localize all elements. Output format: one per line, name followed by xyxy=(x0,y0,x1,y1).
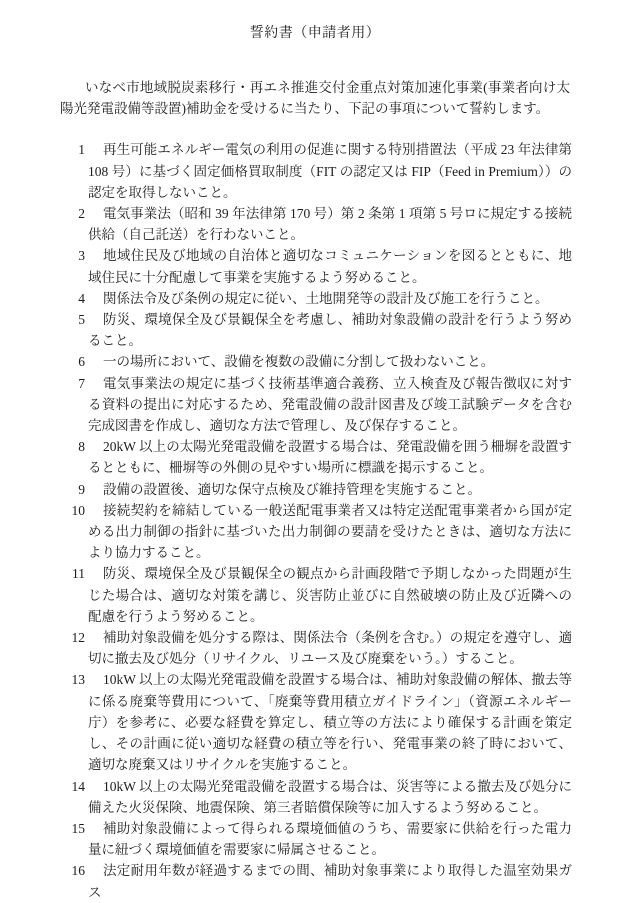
item-number: 8 xyxy=(78,439,85,455)
page-title: 誓約書（申請者用） xyxy=(249,26,381,41)
item-number: 4 xyxy=(78,290,85,306)
item-text: 補助対象設備を処分する際は、関係法令（条例を含む。）の規定を遵守し、適切に撤去及び処分（リサイクル、リユース及び廃棄をいう。）すること。 xyxy=(88,630,572,667)
pledge-item xyxy=(78,436,572,478)
item-number: 12 xyxy=(71,630,85,646)
item-number: 14 xyxy=(71,778,85,794)
item-text: 法定耐用年数が経過するまでの間、補助対象事業により取得した温室効果ガス xyxy=(88,863,572,900)
pledge-item xyxy=(78,309,572,351)
pledge-item xyxy=(71,776,572,818)
pledge-item xyxy=(78,203,572,245)
item-text: 再生可能エネルギー電気の利用の促進に関する特別措置法（平成 23 年法律第 108 号）に基づく固定価格買取制度（FIT の認定又は FIP（Feed in Premium））の認定を取得しないこと。 xyxy=(88,142,572,200)
item-number: 6 xyxy=(78,354,85,370)
pledge-item xyxy=(71,818,572,860)
item-text: 防災、環境保全及び景観保全の観点から計画段階で予期しなかった問題が生じた場合は、適切な対策を講じ、災害防止並びに自然破壊の防止及び近隣への配慮を行うよう努めること。 xyxy=(88,566,572,624)
pledge-item xyxy=(78,245,572,287)
item-number: 5 xyxy=(78,312,85,328)
item-number: 10 xyxy=(71,502,85,518)
item-text: 10kW 以上の太陽光発電設備を設置する場合は、災害等による撤去及び処分に備えた火災保険、地震保険、第三者賠償保険等に加入するよう努めること。 xyxy=(88,778,572,815)
item-text: 防災、環境保全及び景観保全を考慮し、補助対象設備の設計を行うよう努めること。 xyxy=(88,312,572,349)
item-text: 関係法令及び条例の規定に従い、土地開発等の設計及び施工を行うこと。 xyxy=(103,290,549,306)
item-number: 7 xyxy=(78,375,85,391)
pledge-item xyxy=(78,479,572,500)
pledge-item xyxy=(78,139,572,203)
intro-paragraph: いなべ市地域脱炭素移行・再エネ推進交付金重点対策加速化事業(事業者向け太陽光発電設備等設置)補助金を受けるに当たり、下記の事項について誓約します。 xyxy=(60,80,570,117)
item-number: 9 xyxy=(78,481,85,497)
pledge-item xyxy=(78,373,572,437)
pledge-item xyxy=(72,563,572,627)
item-text: 電気事業法の規定に基づく技術基準適合義務、立入検査及び報告徴収に対する資料の提出に対応するため、発電設備の設計図書及び竣工試験データを含む完成図書を作成し、適切な方法で管理し、及び保存すること。 xyxy=(88,375,572,434)
item-text: 接続契約を締結している一般送配電事業者又は特定送配電事業者から国が定める出力制御の指針に基づいた出力制御の要請を受けたときは、適切な方法により協力すること。 xyxy=(88,502,572,561)
item-text: 地域住民及び地域の自治体と適切なコミュニケーションを図るとともに、地域住民に十分配慮して事業を実施するよう努めること。 xyxy=(88,248,572,285)
item-text: 補助対象設備によって得られる環境価値のうち、需要家に供給を行った電力量に紐づく環境価値を需要家に帰属させること。 xyxy=(88,820,572,858)
pledge-item xyxy=(78,351,572,372)
pledge-item xyxy=(71,500,572,564)
item-number: 11 xyxy=(72,566,85,582)
item-text: 20kW 以上の太陽光発電設備を設置する場合は、発電設備を囲う柵塀を設置するとともに、柵塀等の外側の見やすい場所に標識を掲示すること。 xyxy=(88,439,572,476)
pledge-item xyxy=(71,669,572,775)
pledge-list xyxy=(0,139,630,902)
pledge-item xyxy=(71,627,572,669)
item-number: 2 xyxy=(78,206,85,222)
item-number: 16 xyxy=(71,863,85,879)
pledge-item xyxy=(71,860,572,902)
item-number: 15 xyxy=(71,820,85,836)
item-number: 3 xyxy=(78,248,85,264)
item-text: 設備の設置後、適切な保守点検及び維持管理を実施すること。 xyxy=(103,481,481,497)
item-text: 電気事業法（昭和 39 年法律第 170 号）第 2 条第 1 項第 5 号ロに規定する接続供給（自己託送）を行わないこと。 xyxy=(88,206,572,243)
item-number: 13 xyxy=(71,672,85,688)
item-text: 10kW 以上の太陽光発電設備を設置する場合は、補助対象設備の解体、撤去等に係る廃棄等費用について、「廃棄等費用積立ガイドライン」（資源エネルギー庁）を参考に、必要な経費を算定し、積立等の方法により確保する計画を策定し、その計画に従い適切な経費の積立等を行い、発電事業の終了時において、適切な廃棄又はリサイクルを実施すること。 xyxy=(88,672,572,773)
item-text: 一の場所において、設備を複数の設備に分割して扱わないこと。 xyxy=(103,354,495,370)
item-number: 1 xyxy=(78,142,85,158)
pledge-item xyxy=(78,288,572,309)
